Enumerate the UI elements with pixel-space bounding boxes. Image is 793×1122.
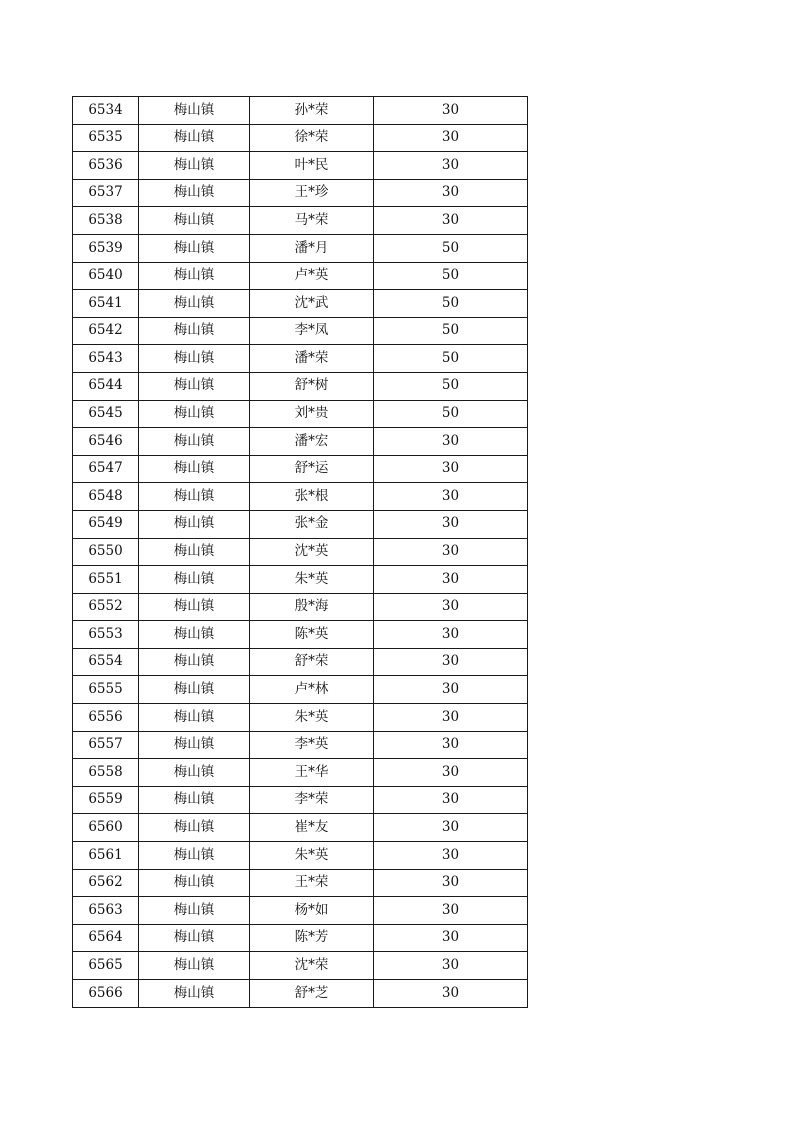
amount-cell: 30 [374, 510, 528, 538]
amount-cell: 50 [374, 317, 528, 345]
table-row [73, 234, 528, 262]
amount-cell: 30 [374, 593, 528, 621]
amount-cell: 30 [374, 152, 528, 180]
table-row [73, 924, 528, 952]
town-cell: 梅山镇 [139, 924, 250, 952]
town-cell: 梅山镇 [139, 648, 250, 676]
town-cell: 梅山镇 [139, 566, 250, 594]
roster-table [72, 96, 528, 1008]
amount-cell: 30 [374, 731, 528, 759]
row-number-cell: 6543 [73, 345, 139, 373]
table-row [73, 483, 528, 511]
town-cell: 梅山镇 [139, 980, 250, 1008]
table-row [73, 455, 528, 483]
town-cell: 梅山镇 [139, 97, 250, 125]
town-cell: 梅山镇 [139, 428, 250, 456]
person-name-cell: 王*华 [250, 759, 374, 787]
amount-cell: 50 [374, 262, 528, 290]
town-cell: 梅山镇 [139, 676, 250, 704]
town-cell: 梅山镇 [139, 234, 250, 262]
person-name-cell: 殷*海 [250, 593, 374, 621]
row-number-cell: 6547 [73, 455, 139, 483]
person-name-cell: 卢*林 [250, 676, 374, 704]
town-cell: 梅山镇 [139, 152, 250, 180]
table-row [73, 152, 528, 180]
town-cell: 梅山镇 [139, 317, 250, 345]
town-cell: 梅山镇 [139, 345, 250, 373]
row-number-cell: 6541 [73, 290, 139, 318]
amount-cell: 50 [374, 372, 528, 400]
amount-cell: 30 [374, 566, 528, 594]
amount-cell: 30 [374, 207, 528, 235]
town-cell: 梅山镇 [139, 124, 250, 152]
town-cell: 梅山镇 [139, 814, 250, 842]
table-row [73, 400, 528, 428]
amount-cell: 30 [374, 538, 528, 566]
person-name-cell: 沈*荣 [250, 952, 374, 980]
row-number-cell: 6562 [73, 869, 139, 897]
amount-cell: 30 [374, 814, 528, 842]
person-name-cell: 李*荣 [250, 786, 374, 814]
town-cell: 梅山镇 [139, 262, 250, 290]
person-name-cell: 陈*英 [250, 621, 374, 649]
person-name-cell: 马*荣 [250, 207, 374, 235]
amount-cell: 30 [374, 897, 528, 925]
amount-cell: 30 [374, 124, 528, 152]
town-cell: 梅山镇 [139, 952, 250, 980]
town-cell: 梅山镇 [139, 400, 250, 428]
roster-table-body [73, 97, 528, 1008]
amount-cell: 50 [374, 400, 528, 428]
person-name-cell: 孙*荣 [250, 97, 374, 125]
row-number-cell: 6548 [73, 483, 139, 511]
person-name-cell: 舒*荣 [250, 648, 374, 676]
row-number-cell: 6546 [73, 428, 139, 456]
town-cell: 梅山镇 [139, 869, 250, 897]
person-name-cell: 朱*英 [250, 842, 374, 870]
table-row [73, 593, 528, 621]
town-cell: 梅山镇 [139, 207, 250, 235]
amount-cell: 30 [374, 924, 528, 952]
table-row [73, 428, 528, 456]
amount-cell: 30 [374, 97, 528, 125]
row-number-cell: 6538 [73, 207, 139, 235]
row-number-cell: 6564 [73, 924, 139, 952]
town-cell: 梅山镇 [139, 842, 250, 870]
table-row [73, 290, 528, 318]
table-row [73, 538, 528, 566]
person-name-cell: 朱*英 [250, 704, 374, 732]
town-cell: 梅山镇 [139, 510, 250, 538]
row-number-cell: 6559 [73, 786, 139, 814]
person-name-cell: 李*英 [250, 731, 374, 759]
row-number-cell: 6535 [73, 124, 139, 152]
amount-cell: 30 [374, 786, 528, 814]
person-name-cell: 叶*民 [250, 152, 374, 180]
row-number-cell: 6534 [73, 97, 139, 125]
town-cell: 梅山镇 [139, 786, 250, 814]
table-row [73, 704, 528, 732]
table-row [73, 372, 528, 400]
person-name-cell: 朱*英 [250, 566, 374, 594]
amount-cell: 50 [374, 345, 528, 373]
table-row [73, 207, 528, 235]
amount-cell: 30 [374, 869, 528, 897]
amount-cell: 30 [374, 621, 528, 649]
person-name-cell: 张*金 [250, 510, 374, 538]
town-cell: 梅山镇 [139, 455, 250, 483]
row-number-cell: 6554 [73, 648, 139, 676]
person-name-cell: 舒*树 [250, 372, 374, 400]
amount-cell: 30 [374, 676, 528, 704]
row-number-cell: 6550 [73, 538, 139, 566]
table-row [73, 621, 528, 649]
row-number-cell: 6566 [73, 980, 139, 1008]
row-number-cell: 6539 [73, 234, 139, 262]
person-name-cell: 沈*英 [250, 538, 374, 566]
person-name-cell: 陈*芳 [250, 924, 374, 952]
person-name-cell: 舒*运 [250, 455, 374, 483]
person-name-cell: 王*珍 [250, 179, 374, 207]
amount-cell: 30 [374, 952, 528, 980]
town-cell: 梅山镇 [139, 704, 250, 732]
table-row [73, 317, 528, 345]
row-number-cell: 6549 [73, 510, 139, 538]
row-number-cell: 6556 [73, 704, 139, 732]
amount-cell: 30 [374, 455, 528, 483]
table-row [73, 179, 528, 207]
amount-cell: 30 [374, 483, 528, 511]
amount-cell: 50 [374, 234, 528, 262]
roster-sheet [72, 96, 528, 1008]
amount-cell: 30 [374, 648, 528, 676]
person-name-cell: 潘*宏 [250, 428, 374, 456]
row-number-cell: 6540 [73, 262, 139, 290]
table-row [73, 786, 528, 814]
town-cell: 梅山镇 [139, 538, 250, 566]
row-number-cell: 6557 [73, 731, 139, 759]
town-cell: 梅山镇 [139, 372, 250, 400]
table-row [73, 262, 528, 290]
town-cell: 梅山镇 [139, 179, 250, 207]
table-row [73, 97, 528, 125]
row-number-cell: 6560 [73, 814, 139, 842]
person-name-cell: 舒*芝 [250, 980, 374, 1008]
amount-cell: 30 [374, 179, 528, 207]
amount-cell: 30 [374, 980, 528, 1008]
town-cell: 梅山镇 [139, 759, 250, 787]
table-row [73, 759, 528, 787]
person-name-cell: 徐*荣 [250, 124, 374, 152]
row-number-cell: 6553 [73, 621, 139, 649]
amount-cell: 30 [374, 842, 528, 870]
table-row [73, 566, 528, 594]
row-number-cell: 6536 [73, 152, 139, 180]
person-name-cell: 卢*英 [250, 262, 374, 290]
row-number-cell: 6558 [73, 759, 139, 787]
table-row [73, 814, 528, 842]
row-number-cell: 6542 [73, 317, 139, 345]
person-name-cell: 崔*友 [250, 814, 374, 842]
table-row [73, 980, 528, 1008]
table-row [73, 124, 528, 152]
row-number-cell: 6565 [73, 952, 139, 980]
town-cell: 梅山镇 [139, 897, 250, 925]
person-name-cell: 潘*月 [250, 234, 374, 262]
row-number-cell: 6551 [73, 566, 139, 594]
row-number-cell: 6561 [73, 842, 139, 870]
table-row [73, 345, 528, 373]
amount-cell: 30 [374, 428, 528, 456]
town-cell: 梅山镇 [139, 731, 250, 759]
row-number-cell: 6552 [73, 593, 139, 621]
row-number-cell: 6544 [73, 372, 139, 400]
table-row [73, 676, 528, 704]
row-number-cell: 6563 [73, 897, 139, 925]
table-row [73, 897, 528, 925]
town-cell: 梅山镇 [139, 483, 250, 511]
table-row [73, 869, 528, 897]
row-number-cell: 6545 [73, 400, 139, 428]
person-name-cell: 沈*武 [250, 290, 374, 318]
table-row [73, 952, 528, 980]
person-name-cell: 刘*贵 [250, 400, 374, 428]
table-row [73, 510, 528, 538]
town-cell: 梅山镇 [139, 593, 250, 621]
table-row [73, 648, 528, 676]
town-cell: 梅山镇 [139, 621, 250, 649]
row-number-cell: 6537 [73, 179, 139, 207]
amount-cell: 30 [374, 759, 528, 787]
person-name-cell: 潘*荣 [250, 345, 374, 373]
amount-cell: 30 [374, 704, 528, 732]
person-name-cell: 张*根 [250, 483, 374, 511]
table-row [73, 842, 528, 870]
town-cell: 梅山镇 [139, 290, 250, 318]
amount-cell: 50 [374, 290, 528, 318]
person-name-cell: 杨*如 [250, 897, 374, 925]
row-number-cell: 6555 [73, 676, 139, 704]
person-name-cell: 王*荣 [250, 869, 374, 897]
person-name-cell: 李*凤 [250, 317, 374, 345]
table-row [73, 731, 528, 759]
